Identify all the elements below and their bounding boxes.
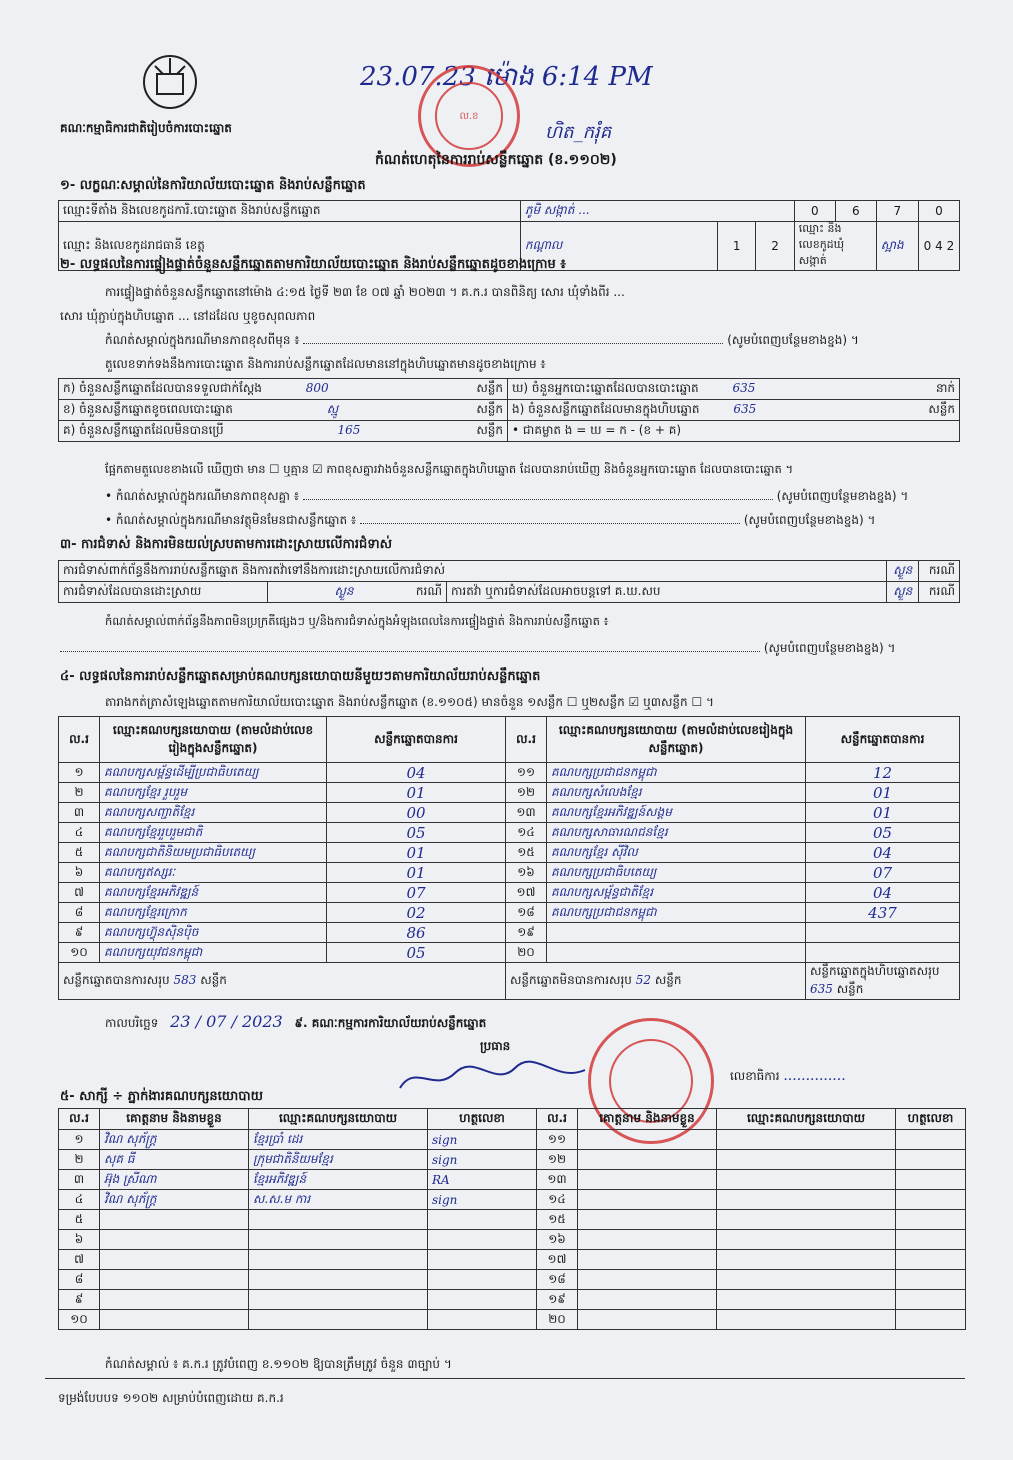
table-cell: វិណ សុភ័ក្ត្រ (100, 1130, 249, 1150)
table-cell: ១១ (537, 1130, 578, 1150)
table-cell (428, 1230, 537, 1250)
table-cell: គណបក្សខ្មែរក្រោក (100, 903, 327, 923)
table-cell: គណបក្សខ្មែរ ស៊ីវិល (547, 843, 806, 863)
table-cell: ៤ (59, 1190, 100, 1210)
table-row (59, 943, 960, 963)
table-cell (100, 1230, 249, 1250)
table-cell: ៣ (59, 1170, 100, 1190)
table-cell (249, 1270, 428, 1290)
table-cell (806, 923, 960, 943)
bullet-object: • កំណត់សម្គាល់ក្នុងករណីមានវត្ថុមិនមែនជាសន្លឹកឆ្នោត ៖ (សូមបំពេញបន្ថែមខាងខ្នង) ។ (105, 513, 876, 527)
table-cell (717, 1170, 896, 1190)
table-cell: ២ (59, 1150, 100, 1170)
section5-heading: ៥- សាក្សី ÷ ភ្នាក់ងារគណបក្សនយោបាយ (60, 1089, 263, 1104)
handwritten-datetime: 23.07.23 ម៉ោង 6:14 PM (360, 62, 653, 92)
table-cell: ៦ (59, 1230, 100, 1250)
table-cell: គណបក្សយុវជនកម្ពុជា (100, 943, 327, 963)
results-table: ល.រ ឈ្មោះគណបក្សនយោបាយ (តាមលំដាប់លេខរៀងក្នុងសន្លឹកឆ្នោត) សន្លឹកឆ្នោតបានការ ល.រ ឈ្មោះគណបក្សនយោបាយ (តាមលំដាប់លេខរៀងក្នុងសន្លឹកឆ្នោត) សន្លឹកឆ្នោតបានការ ១ គណបក្សសម្ព័ន្ធដើម្បីប្រជាធិបតេយ្យ 04 ១១ គណបក្សប្រជាជនកម្ពុជា 12 ២ គណបក្សខ្មែរ រួបរួម 01 ១២ គណបក្សសំលេងខ្មែរ 01 ៣ គណបក្សសញ្ជាតិខ្មែរ 00 ១៣ គណបក្សខ្មែរអភិវឌ្ឍន៍សង្គម 01 ៤ គណបក្សខ្មែររួបរួមជាតិ 05 ១៤ គណបក្សសាធារណជនខ្មែរ 05 ៥ គណបក្សជាតិនិយមប្រជាធិបតេយ្យ 01 ១៥ គណបក្សខ្មែរ ស៊ីវិល 04 ៦ គណបក្សឥស្សរៈ 01 ១៦ គណបក្សប្រជាធិបតេយ្យ 07 ៧ គណបក្សខ្មែរអភិវឌ្ឍន៍ 07 ១៧ គណបក្សសម្ព័ន្ធជាតិខ្មែរ 04 ៨ គណបក្សខ្មែរក្រោក 02 ១៨ គណបក្សប្រជាជនកម្ពុជា 437 ៩ គណបក្សហ៊្វុនស៊ិនប៉ិច 86 ១៩ ១០ គណបក្សយុវជនកម្ពុជា 05 ២០ សន្លឹកឆ្នោតបានការសរុប 583 សន្លឹក សន្លឹកឆ្នោតមិនបានការសរុប 52 សន្លឹក សន្លឹកឆ្នោតក្នុងហិបឆ្នោតសរុប 635 សន្លឹក (58, 716, 960, 1000)
table-cell: ១៥ (506, 843, 547, 863)
table-cell (717, 1310, 896, 1330)
table-cell: គណបក្សសំលេងខ្មែរ (547, 783, 806, 803)
committee-name: គណៈកម្មាធិការជាតិរៀបចំការបោះឆ្នោត (60, 121, 232, 135)
table-cell: ១០ (59, 1310, 100, 1330)
table-cell (578, 1130, 717, 1150)
table-cell: 86 (327, 923, 506, 943)
table-cell: សុគ ធី (100, 1150, 249, 1170)
table-cell: គណបក្សខ្មែររួបរួមជាតិ (100, 823, 327, 843)
table-cell: sign (428, 1130, 537, 1150)
section2-note-line: កំណត់សម្គាល់ក្នុងករណីមានភាពខុសពីមុន ៖ (សូមបំពេញបន្ថែមខាងខ្នង) ។ (105, 333, 859, 347)
table-cell: ១ (59, 1130, 100, 1150)
table-row (59, 1170, 966, 1190)
table-cell (896, 1150, 966, 1170)
table-cell (547, 923, 806, 943)
table-cell (717, 1290, 896, 1310)
table-cell (896, 1190, 966, 1210)
table-cell (100, 1310, 249, 1330)
table-cell (896, 1310, 966, 1330)
table-cell: ៧ (59, 1250, 100, 1270)
emblem-logo (135, 52, 205, 114)
table-cell: 01 (327, 863, 506, 883)
table-cell (249, 1210, 428, 1230)
table-cell: 04 (327, 763, 506, 783)
table-cell: គណបក្សសម្ព័ន្ធជាតិខ្មែរ (547, 883, 806, 903)
table-cell (428, 1270, 537, 1290)
table-cell: ១៩ (506, 923, 547, 943)
table-cell: ៥ (59, 1210, 100, 1230)
table-cell (717, 1190, 896, 1210)
table-cell: ១៣ (537, 1170, 578, 1190)
counts-table: ក) ចំនួនសន្លឹកឆ្នោតដែលបានទទួលជាក់ស្តែង 800 សន្លឹក ឃ) ចំនួនអ្នកបោះឆ្នោតដែលបានបោះឆ្នោត 635 នាក់ ខ) ចំនួនសន្លឹកឆ្នោតខូចពេលបោះឆ្នោត ស្មូ សន្លឹក ង) ចំនួនសន្លឹកឆ្នោតដែលមានក្នុងហិបឆ្នោត 635 សន្លឹក គ) ចំនួនសន្លឹកឆ្នោតដែលមិនបានប្រើ 165 សន្លឹក • ជាគម្លាត ង = ឃ = ក - (ខ + គ) (58, 378, 960, 442)
table-cell: ២០ (506, 943, 547, 963)
table-cell: គណបក្សជាតិនិយមប្រជាធិបតេយ្យ (100, 843, 327, 863)
table-row (59, 1270, 966, 1290)
table-cell (717, 1210, 896, 1230)
table-cell: គណបក្សខ្មែរអភិវឌ្ឍន៍សង្គម (547, 803, 806, 823)
section4-heading: ៤- លទ្ធផលនៃការរាប់សន្លឹកឆ្នោតសម្រាប់គណបក្សនយោបាយនីមួយៗតាមការិយាល័យរាប់សន្លឹកឆ្នោត (60, 669, 541, 684)
table-cell: ស.ស.ម ការ (249, 1190, 428, 1210)
chair-signature (395, 1058, 595, 1098)
table-cell: ១៩ (537, 1290, 578, 1310)
table-cell: sign (428, 1190, 537, 1210)
section2-paragraph1: ការផ្ទៀងផ្ទាត់ចំនួនសន្លឹកឆ្នោតនៅម៉ោង ៤:១៥ ថ្ងៃទី ២៣ ខែ ០៧ ឆ្នាំ ២០២៣ ។ គ.ក.រ បានពិនិត្យ សោរ ឃុំទាំងពីរ ... (105, 285, 625, 299)
section3-note: កំណត់សម្គាល់ពាក់ព័ន្ធនឹងភាពមិនប្រក្រតីផ្សេងៗ ឬ/និងការជំទាស់ក្នុងអំឡុងពេលនៃការផ្ទៀងផ្ទាត់ និងការរាប់សន្លឹកឆ្នោត ៖ (105, 614, 609, 628)
table-cell: ១៤ (537, 1190, 578, 1210)
table-cell: គណបក្សសាធារណជនខ្មែរ (547, 823, 806, 843)
table-cell: ១ (59, 763, 100, 783)
witness-table: ល.រ គោត្តនាម និងនាមខ្លួន ឈ្មោះគណបក្សនយោបាយ ហត្ថលេខា ល.រ គោត្តនាម និងនាមខ្លួន ឈ្មោះគណបក្សនយោបាយ ហត្ថលេខា ១ វិណ សុភ័ក្ត្រ ខ្មែរប្រាំ ដេរ sign ១១ ២ សុគ ធី ក្រុមជាតិនិយមខ្មែរ sign ១២ ៣ អ៊ុង ស្រីណា ខ្មែរអភិវឌ្ឍន៍ RA ១៣ ៤ វិណ សុភ័ក្ត្រ ស.ស.ម ការ sign ១៤ ៥ ១៥ ៦ ១៦ ៧ ១៧ ៨ ១៨ ៩ ១៩ ១០ ២០ (58, 1108, 966, 1330)
table-cell (896, 1290, 966, 1310)
table-cell: 437 (806, 903, 960, 923)
form-label: ទម្រង់បែបបទ ១១០២ សម្រាប់បំពេញដោយ គ.ក.រ (58, 1391, 284, 1405)
table-cell: ១១ (506, 763, 547, 783)
table-row (59, 843, 960, 863)
table-cell: គណបក្សប្រជាជនកម្ពុជា (547, 763, 806, 783)
table-cell (428, 1210, 537, 1230)
table-cell: ៣ (59, 803, 100, 823)
table-cell (578, 1270, 717, 1290)
table-cell: ១៧ (537, 1250, 578, 1270)
table-cell (547, 943, 806, 963)
table-cell: ៨ (59, 1270, 100, 1290)
table-cell (578, 1170, 717, 1190)
table-cell: ១៥ (537, 1210, 578, 1230)
table-cell: គណបក្សខ្មែរអភិវឌ្ឍន៍ (100, 883, 327, 903)
table-row (59, 783, 960, 803)
bullet-diff: • កំណត់សម្គាល់ក្នុងករណីមានភាពខុសគ្នា ៖ (សូមបំពេញបន្ថែមខាងខ្នង) ។ (105, 489, 909, 503)
table-cell: 00 (327, 803, 506, 823)
table-row (59, 1150, 966, 1170)
table-cell (896, 1210, 966, 1230)
section3-note-hint: (សូមបំពេញបន្ថែមខាងខ្នង) ។ (60, 640, 960, 658)
table-cell: ៦ (59, 863, 100, 883)
objection-table: ការជំទាស់ពាក់ព័ន្ធនឹងការរាប់សន្លឹកឆ្នោត និងការតវ៉ាទៅនឹងការដោះស្រាយលើការជំទាស់ ស្ងួន ករណី ការជំទាស់ដែលបានដោះស្រាយ ស្ងួន ករណី ការតវ៉ា ឬការជំទាស់ដែលអាចបន្តទៅ គ.ឃ.សប ស្ងួន ករណី (58, 560, 960, 603)
compare-line: ផ្អែកតាមតួលេខខាងលើ ឃើញថា មាន ☐ ឬគ្មាន ☑ ភាពខុសគ្នារវាងចំនួនសន្លឹកឆ្នោតក្នុងហិបឆ្នោត ដែលបានរាប់ឃើញ និងចំនួនអ្នកបោះឆ្នោត ដែលបានបោះឆ្នោត ។ (105, 462, 794, 476)
table-cell: 05 (806, 823, 960, 843)
table-cell: 04 (806, 883, 960, 903)
table-cell (896, 1230, 966, 1250)
table-cell (249, 1290, 428, 1310)
table-row (59, 763, 960, 783)
table-cell (578, 1230, 717, 1250)
table-cell: 01 (806, 783, 960, 803)
table-cell: 01 (327, 783, 506, 803)
table-cell: 12 (806, 763, 960, 783)
table-cell (249, 1310, 428, 1330)
table-cell: 04 (806, 843, 960, 863)
table-row (59, 1130, 966, 1150)
table-row (59, 923, 960, 943)
section2-counts-intro: តួលេខទាក់ទងនឹងការបោះឆ្នោត និងការរាប់សន្លឹកឆ្នោតដែលមាននៅក្នុងហិបឆ្នោតមានដូចខាងក្រោម ៖ (105, 357, 546, 371)
table-cell: 01 (806, 803, 960, 823)
table-cell: ៩ (59, 1290, 100, 1310)
date-line: កាលបរិច្ឆេទ 23 / 07 / 2023 ៩. គណៈកម្មការការិយាល័យរាប់សន្លឹកឆ្នោត (105, 1012, 487, 1031)
table-cell: គណបក្សសម្ព័ន្ធដើម្បីប្រជាធិបតេយ្យ (100, 763, 327, 783)
section4-intro: តារាងកត់ត្រាសំឡេងឆ្នោតតាមការិយាល័យបោះឆ្នោត និងរាប់សន្លឹកឆ្នោត (ខ.១១០៥) មានចំនួន ១សន្លឹក ☐ ឬ២សន្លឹក ☑ ឬ៣សន្លឹក ☐ ។ (105, 695, 714, 709)
official-stamp-top: ល.ខ (418, 65, 520, 167)
section2-paragraph2: សោរ ឃុំភ្ជាប់ក្នុងហិបឆ្នោត ... នៅដដែល ឬខូចសុពលភាព (60, 309, 316, 323)
table-row (59, 1250, 966, 1270)
table-row (59, 883, 960, 903)
section2-heading: ២- លទ្ធផលនៃការផ្ទៀងផ្ទាត់ចំនួនសន្លឹកឆ្នោតតាមការិយាល័យបោះឆ្នោត និងរាប់សន្លឹកឆ្នោតដូចខាងក្រោម ៖ (60, 257, 566, 272)
table-cell (578, 1150, 717, 1170)
table-cell: 07 (327, 883, 506, 903)
table-cell (578, 1310, 717, 1330)
table-cell: ១៤ (506, 823, 547, 843)
table-cell: ១៨ (537, 1270, 578, 1290)
table-cell (896, 1170, 966, 1190)
table-cell: ១២ (537, 1150, 578, 1170)
table-cell (896, 1270, 966, 1290)
table-cell (428, 1250, 537, 1270)
table-cell (428, 1290, 537, 1310)
table-row (59, 1290, 966, 1310)
table-cell: ៥ (59, 843, 100, 863)
page-title: កំណត់ហេតុនៃការរាប់សន្លឹកឆ្នោត (ខ.១១០២) (375, 152, 617, 168)
section1-table: ឈ្មោះទីតាំង និងលេខកូដការិ.បោះឆ្នោត និងរាប់សន្លឹកឆ្នោត ភូមិ សង្កាត់ ... 0 6 7 0 ឈ្មោះ និងលេខកូដរាជធានី ខេត្ត កណ្តាល 1 2 ឈ្មោះ និងលេខកូដឃុំ សង្កាត់ ស្អាង 0 4 2 (58, 200, 960, 271)
table-cell: ក្រុមជាតិនិយមខ្មែរ (249, 1150, 428, 1170)
table-cell (249, 1230, 428, 1250)
table-cell: ១៧ (506, 883, 547, 903)
table-cell: 07 (806, 863, 960, 883)
table-cell (249, 1250, 428, 1270)
table-cell: ១៦ (537, 1230, 578, 1250)
section3-heading: ៣- ការជំទាស់ និងការមិនយល់ស្របតាមការដោះស្រាយលើការជំទាស់ (60, 537, 392, 552)
table-cell (578, 1290, 717, 1310)
table-cell (578, 1210, 717, 1230)
table-cell: ១៣ (506, 803, 547, 823)
table-row (59, 1190, 966, 1210)
table-cell: វិណ សុភ័ក្ត្រ (100, 1190, 249, 1210)
table-cell: 01 (327, 843, 506, 863)
table-cell: គណបក្សខ្មែរ រួបរួម (100, 783, 327, 803)
table-cell (717, 1230, 896, 1250)
table-cell: ៧ (59, 883, 100, 903)
table-cell: ១២ (506, 783, 547, 803)
table-cell: គណបក្សប្រជាធិបតេយ្យ (547, 863, 806, 883)
table-cell: 05 (327, 823, 506, 843)
table-cell: 05 (327, 943, 506, 963)
table-cell (806, 943, 960, 963)
table-cell (428, 1310, 537, 1330)
table-cell: RA (428, 1170, 537, 1190)
table-cell: គណបក្សហ៊្វុនស៊ិនប៉ិច (100, 923, 327, 943)
table-cell (100, 1250, 249, 1270)
table-cell: 02 (327, 903, 506, 923)
table-cell: ២ (59, 783, 100, 803)
table-cell (717, 1250, 896, 1270)
table-cell: ៩ (59, 923, 100, 943)
table-cell: គណបក្សសញ្ជាតិខ្មែរ (100, 803, 327, 823)
secretary-label: លេខាធិការ .............. (730, 1068, 846, 1084)
table-cell (896, 1250, 966, 1270)
handwritten-note: ហិត_ករុំគ (545, 122, 612, 143)
table-cell (100, 1270, 249, 1290)
table-row (59, 903, 960, 923)
table-cell (717, 1150, 896, 1170)
table-cell: ១៦ (506, 863, 547, 883)
table-cell (717, 1130, 896, 1150)
table-row (59, 1310, 966, 1330)
table-cell: ២០ (537, 1310, 578, 1330)
table-cell (100, 1290, 249, 1310)
table-row (59, 1210, 966, 1230)
table-cell: ៨ (59, 903, 100, 923)
table-cell: sign (428, 1150, 537, 1170)
table-cell: គណបក្សឥស្សរៈ (100, 863, 327, 883)
table-row (59, 803, 960, 823)
table-cell (578, 1250, 717, 1270)
table-cell: ១០ (59, 943, 100, 963)
table-cell: ខ្មែរអភិវឌ្ឍន៍ (249, 1170, 428, 1190)
table-cell: ៤ (59, 823, 100, 843)
table-cell (578, 1190, 717, 1210)
footer-note: កំណត់សម្គាល់ ៖ គ.ក.រ ត្រូវបំពេញ ខ.១១០២ ឱ្យបានត្រឹមត្រូវ ចំនួន ៣ច្បាប់ ។ (105, 1357, 452, 1371)
table-cell (896, 1130, 966, 1150)
table-row (59, 1230, 966, 1250)
table-cell: ខ្មែរប្រាំ ដេរ (249, 1130, 428, 1150)
table-row (59, 823, 960, 843)
section1-heading: ១- លក្ខណៈសម្គាល់នៃការិយាល័យបោះឆ្នោត និងរាប់សន្លឹកឆ្នោត (60, 178, 366, 193)
table-row (59, 863, 960, 883)
table-cell: គណបក្សប្រជាជនកម្ពុជា (547, 903, 806, 923)
table-cell (717, 1270, 896, 1290)
table-cell (100, 1210, 249, 1230)
chair-label: ប្រធាន (480, 1039, 511, 1053)
table-cell: ១៨ (506, 903, 547, 923)
table-cell: អ៊ុង ស្រីណា (100, 1170, 249, 1190)
